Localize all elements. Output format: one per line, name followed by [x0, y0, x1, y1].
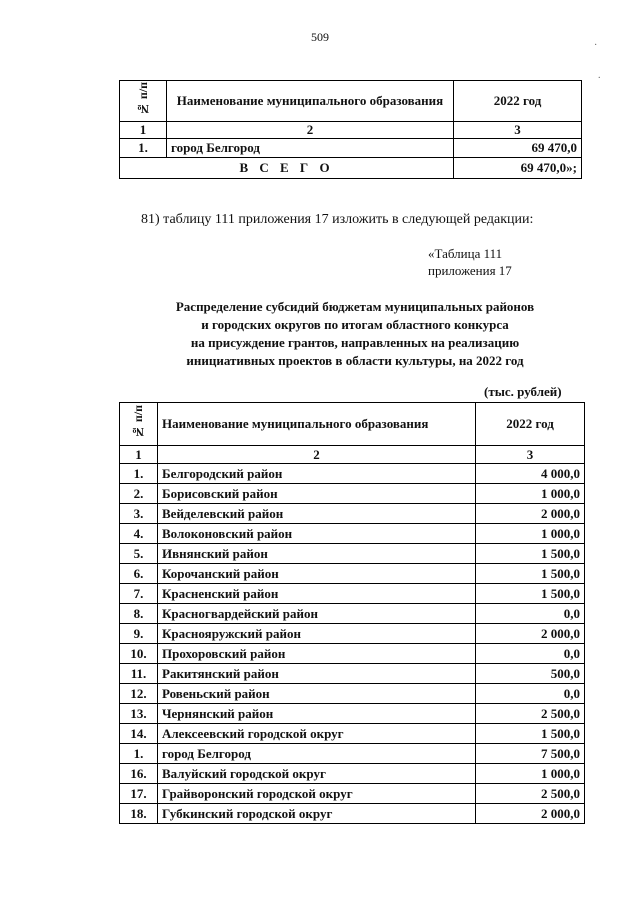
- row-num: 13.: [120, 704, 158, 724]
- row-num: 12.: [120, 684, 158, 704]
- row-num: 3.: [120, 504, 158, 524]
- row-num: 7.: [120, 584, 158, 604]
- row-value: 2 500,0: [476, 704, 585, 724]
- col-number: 1: [120, 446, 158, 464]
- heading-line: и городских округов по итогам областного конкурса: [201, 317, 509, 332]
- row-name: город Белгород: [167, 139, 454, 158]
- row-value: 2 000,0: [476, 504, 585, 524]
- table-heading: [110, 298, 600, 370]
- row-value: 1 500,0: [476, 564, 585, 584]
- row-value: 7 500,0: [476, 744, 585, 764]
- row-name: Ракитянский район: [158, 664, 476, 684]
- row-num: 6.: [120, 564, 158, 584]
- row-num: 1.: [120, 464, 158, 484]
- col-header-name: Наименование муниципального образования: [167, 81, 454, 122]
- row-name: Красногвардейский район: [158, 604, 476, 624]
- caption-line: «Таблица 111: [428, 246, 503, 261]
- scan-artifact: .: [598, 70, 601, 81]
- col-header-num: № п/п: [120, 81, 167, 122]
- column-numbers-row: [120, 446, 585, 464]
- page-number: 509: [311, 30, 329, 44]
- row-value: 500,0: [476, 664, 585, 684]
- row-name: Корочанский район: [158, 564, 476, 584]
- row-value: 69 470,0: [454, 139, 582, 158]
- table-row: [120, 624, 585, 644]
- row-num: 4.: [120, 524, 158, 544]
- row-num: 1.: [120, 744, 158, 764]
- total-row: [120, 158, 582, 179]
- col-number: 1: [120, 122, 167, 139]
- total-value: 69 470,0»;: [454, 158, 582, 179]
- col-number: 3: [476, 446, 585, 464]
- row-value: 0,0: [476, 684, 585, 704]
- col-header-name: Наименование муниципального образования: [158, 403, 476, 446]
- table-row: [120, 564, 585, 584]
- row-value: 1 000,0: [476, 764, 585, 784]
- row-num: 18.: [120, 804, 158, 824]
- table-row: [120, 804, 585, 824]
- heading-line: на присуждение грантов, направленных на реализацию: [190, 335, 520, 350]
- row-name: Валуйский городской округ: [158, 764, 476, 784]
- heading-line: инициативных проектов в области культуры, на 2022 год: [186, 353, 524, 368]
- table-row: [120, 139, 582, 158]
- table-row: [120, 744, 585, 764]
- table-row: [120, 504, 585, 524]
- row-num: 10.: [120, 644, 158, 664]
- row-value: 1 000,0: [476, 484, 585, 504]
- row-num: 5.: [120, 544, 158, 564]
- row-name: Грайворонский городской округ: [158, 784, 476, 804]
- table-row: [120, 544, 585, 564]
- table-row: [120, 724, 585, 744]
- col-header-year: 2022 год: [476, 403, 585, 446]
- table-row: [120, 764, 585, 784]
- table-row: [120, 484, 585, 504]
- row-value: 1 000,0: [476, 524, 585, 544]
- caption-line: приложения 17: [428, 263, 512, 278]
- table-row: [120, 784, 585, 804]
- table-row: [120, 464, 585, 484]
- row-value: 4 000,0: [476, 464, 585, 484]
- table-header-row: [120, 403, 585, 446]
- row-name: Алексеевский городской округ: [158, 724, 476, 744]
- row-name: Красненский район: [158, 584, 476, 604]
- row-value: 1 500,0: [476, 584, 585, 604]
- instruction-text: 81) таблицу 111 приложения 17 изложить в следующей редакции:: [141, 212, 534, 227]
- col-number: 3: [454, 122, 582, 139]
- table-row: [120, 644, 585, 664]
- scan-artifact: ·: [594, 40, 598, 51]
- row-num: 11.: [120, 664, 158, 684]
- row-name: Ровеньский район: [158, 684, 476, 704]
- row-num: 1.: [120, 139, 167, 158]
- row-num: 8.: [120, 604, 158, 624]
- col-number: 2: [158, 446, 476, 464]
- col-header-num: № п/п: [120, 403, 158, 446]
- row-num: 17.: [120, 784, 158, 804]
- row-num: 16.: [120, 764, 158, 784]
- column-numbers-row: [120, 122, 582, 139]
- row-num: 2.: [120, 484, 158, 504]
- row-name: Ивнянский район: [158, 544, 476, 564]
- row-value: 1 500,0: [476, 724, 585, 744]
- units-label: (тыс. рублей): [484, 384, 562, 399]
- table-header-row: [120, 81, 582, 122]
- row-name: Вейделевский район: [158, 504, 476, 524]
- row-value: 2 000,0: [476, 624, 585, 644]
- table-row: [120, 584, 585, 604]
- table-caption: [428, 245, 512, 279]
- table-totals-belgorod: [119, 80, 582, 179]
- table-row: [120, 664, 585, 684]
- row-value: 0,0: [476, 604, 585, 624]
- row-name: Губкинский городской округ: [158, 804, 476, 824]
- row-name: Волоконовский район: [158, 524, 476, 544]
- row-name: город Белгород: [158, 744, 476, 764]
- row-value: 2 500,0: [476, 784, 585, 804]
- row-value: 2 000,0: [476, 804, 585, 824]
- table-row: [120, 704, 585, 724]
- row-name: Краснояружский район: [158, 624, 476, 644]
- col-number: 2: [167, 122, 454, 139]
- row-name: Прохоровский район: [158, 644, 476, 664]
- table-row: [120, 604, 585, 624]
- row-value: 1 500,0: [476, 544, 585, 564]
- row-name: Чернянский район: [158, 704, 476, 724]
- table-row: [120, 684, 585, 704]
- col-header-year: 2022 год: [454, 81, 582, 122]
- row-num: 14.: [120, 724, 158, 744]
- table-distribution: [119, 402, 585, 824]
- table-row: [120, 524, 585, 544]
- heading-line: Распределение субсидий бюджетам муниципальных районов: [175, 299, 535, 314]
- row-name: Борисовский район: [158, 484, 476, 504]
- row-value: 0,0: [476, 644, 585, 664]
- row-num: 9.: [120, 624, 158, 644]
- total-label: В С Е Г О: [120, 158, 454, 179]
- row-name: Белгородский район: [158, 464, 476, 484]
